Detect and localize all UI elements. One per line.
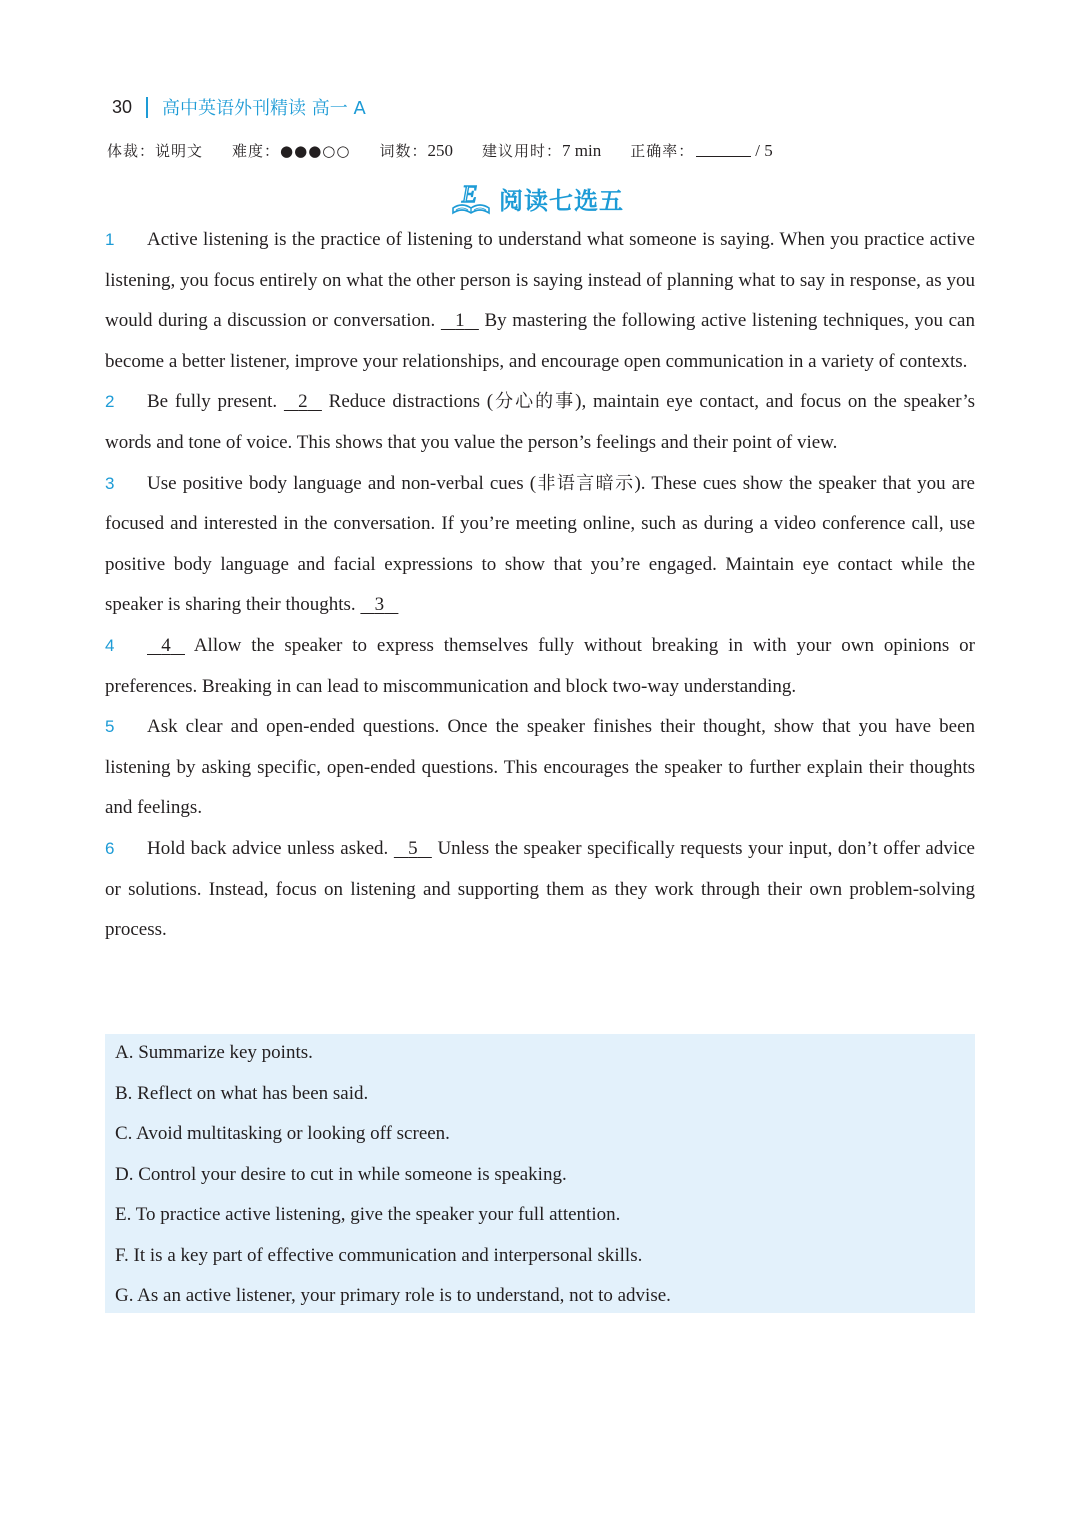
open-book-icon [449, 178, 493, 218]
difficulty-info: 难度：●●●○○ [232, 141, 351, 160]
paragraph-number: 6 [105, 838, 115, 858]
answer-blank-5[interactable]: 5 [408, 837, 418, 859]
paragraph-number: 5 [105, 717, 115, 737]
genre-value: 说明文 [155, 141, 204, 160]
paragraph-number: 4 [105, 635, 115, 655]
answer-blank-3[interactable]: 3 [374, 594, 385, 616]
section-title [449, 178, 624, 218]
paragraph-2: 2 Be fully present. 2 Reduce distractions (分心的事), maintain eye contact, and focus on the speaker’s words and tone of voice. This shows that you value the person’s feelings and their point of view. [105, 382, 975, 463]
exercise-meta [107, 138, 802, 162]
answer-blank-2[interactable]: 2 [298, 391, 308, 413]
option-f: F. It is a key part of effective communication and interpersonal skills. [115, 1244, 643, 1266]
option-d: D. Control your desire to cut in while someone is speaking. [115, 1163, 567, 1185]
paragraph-6: 6 Hold back advice unless asked. 5 Unless the speaker specifically requests your input, don’t offer advice or solutions. Instead, focus on listening and supporting them as they work through their own problem-solving process. [105, 829, 975, 951]
word-count: 250 [427, 140, 454, 160]
word-count-info: 词数：250 [379, 140, 454, 160]
paragraph-1: 1 Active listening is the practice of listening to understand what someone is saying. When you practice active listening, you focus entirely on what the other person is saying instead of planning what to say in response, as you would during a discussion or conversation. 1 By mastering the following active listening techniques, you can become a better listener, improve your relationships, and encourage open communication in a variety of contexts. [105, 220, 975, 382]
difficulty-dots: ●●●○○ [280, 141, 351, 160]
paragraph-number: 2 [105, 392, 115, 412]
answer-blank-4[interactable]: 4 [161, 634, 171, 656]
accuracy-total: / 5 [755, 140, 773, 160]
option-a: A. Summarize key points. [115, 1042, 313, 1063]
option-b: B. Reflect on what has been said. [115, 1082, 369, 1104]
option-g: G. As an active listener, your primary role is to understand, not to advise. [115, 1285, 671, 1306]
accuracy-info: 正确率： / 5 [630, 140, 773, 160]
paragraph-number: 3 [105, 473, 115, 493]
page-number: 30 [112, 96, 133, 117]
option-e: E. To practice active listening, give the speaker your full attention. [115, 1204, 621, 1225]
answer-blank-1[interactable]: 1 [455, 310, 465, 332]
book-title: 高中英语外刊精读 高一 A [162, 98, 366, 119]
chinese-gloss: 分心的事 [493, 391, 576, 413]
page-header [112, 93, 366, 121]
paragraph-4: 4 4 Allow the speaker to express themselves fully without breaking in with your own opinions or preferences. Breaking in can lead to miscommunication and block two-way understanding. [105, 626, 975, 707]
section-letter: E [462, 182, 477, 208]
paragraph-number: 1 [105, 230, 115, 249]
genre-info: 体裁：说明文 [107, 141, 204, 160]
chinese-gloss: 非语言暗示 [536, 472, 635, 494]
paragraph-3: 3 Use positive body language and non-verbal cues (非语言暗示). These cues show the speaker that you are focused and interested in the conversation. If you’re meeting online, such as during a video conference call, use positive body language and facial expressions to show that you’re engaged. Maintain eye contact while the speaker is sharing their thoughts. 3 [105, 464, 975, 626]
accuracy-blank[interactable] [696, 142, 751, 157]
section-heading: 阅读七选五 [499, 186, 624, 215]
option-c: C. Avoid multitasking or looking off screen. [115, 1123, 450, 1144]
suggested-time: 7 min [562, 140, 602, 160]
answer-options [105, 1034, 975, 1313]
paragraph-5: 5 Ask clear and open-ended questions. Once the speaker finishes their thought, show that you have been listening by asking specific, open-ended questions. This encourages the speaker to further explain their thoughts and feelings. [105, 707, 975, 829]
header-divider [146, 97, 148, 118]
time-info: 建议用时：7 min [482, 140, 602, 160]
reading-passage [105, 220, 975, 951]
